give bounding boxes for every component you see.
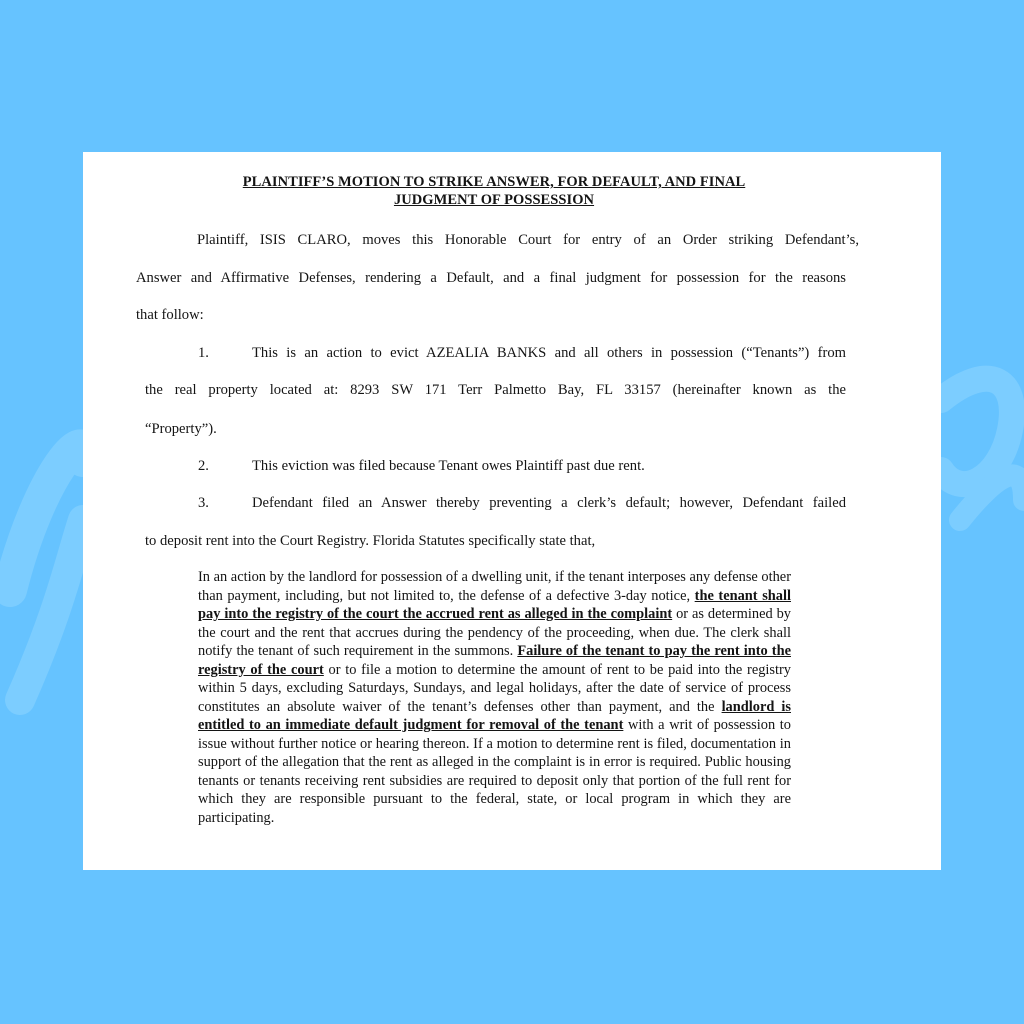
- intro-line-3: that follow:: [136, 307, 204, 323]
- quote-emphasis-1: the tenant shall pay into the registry of the court the accrued rent as alleged in the complaint: [198, 587, 791, 622]
- quote-emphasis-3: landlord is entitled to an immediate default judgment for removal of the tenant: [198, 698, 791, 733]
- intro-line-1: Plaintiff, ISIS CLARO, moves this Honorable Court for entry of an Order striking Defendant’s,: [197, 232, 859, 248]
- quote-text-2: or as determined by the court and the rent that accrues during the pendency of the proceeding, when due. The clerk shall notify the tenant of such requirement in the summons.: [198, 606, 791, 659]
- title-line-2: JUDGMENT OF POSSESSION: [393, 192, 595, 208]
- item-1-number: 1.: [198, 345, 209, 361]
- document-title: [83, 173, 905, 209]
- document-page: [83, 152, 941, 870]
- item-2-line-1: This eviction was filed because Tenant owes Plaintiff past due rent.: [252, 458, 645, 474]
- intro-line-2: Answer and Affirmative Defenses, rendering a Default, and a final judgment for possession for the reasons: [136, 270, 846, 286]
- statute-quote: [198, 568, 791, 827]
- item-2-number: 2.: [198, 458, 209, 474]
- quote-emphasis-2: Failure of the tenant to pay the rent into the registry of the court: [198, 643, 791, 678]
- item-1-line-2: the real property located at: 8293 SW 171 Terr Palmetto Bay, FL 33157 (hereinafter known as the: [145, 382, 846, 398]
- quote-text-4: with a writ of possession to issue without further notice or hearing thereon. If a motion to determine rent is filed, documentation in support of the allegation that the rent as alleged in the complaint is in error is required. Public housing tenants or tenants receiving rent subsidies are required to deposit only that portion of the full rent for which they are responsible pursuant to the federal, state, or local program in which they are participating.: [198, 717, 791, 826]
- item-1-line-3: “Property”).: [145, 421, 217, 437]
- quote-text-1: In an action by the landlord for possession of a dwelling unit, if the tenant interposes any defense other than payment, including, but not limited to, the defense of a defective 3-day notice,: [198, 569, 791, 604]
- quote-text-3: or to file a motion to determine the amount of rent to be paid into the registry within 5 days, excluding Saturdays, Sundays, and legal holidays, after the date of service of process constitutes an absolute waiver of the tenant’s defenses other than payment, and the: [198, 661, 791, 715]
- item-3-line-2: to deposit rent into the Court Registry. Florida Statutes specifically state that,: [145, 533, 596, 549]
- title-line-1: PLAINTIFF’S MOTION TO STRIKE ANSWER, FOR DEFAULT, AND FINAL: [242, 174, 746, 190]
- item-3-number: 3.: [198, 495, 209, 511]
- item-1-line-1: This is an action to evict AZEALIA BANKS and all others in possession (“Tenants”) from: [252, 345, 846, 361]
- item-3-line-1: Defendant filed an Answer thereby preventing a clerk’s default; however, Defendant failed: [252, 495, 846, 511]
